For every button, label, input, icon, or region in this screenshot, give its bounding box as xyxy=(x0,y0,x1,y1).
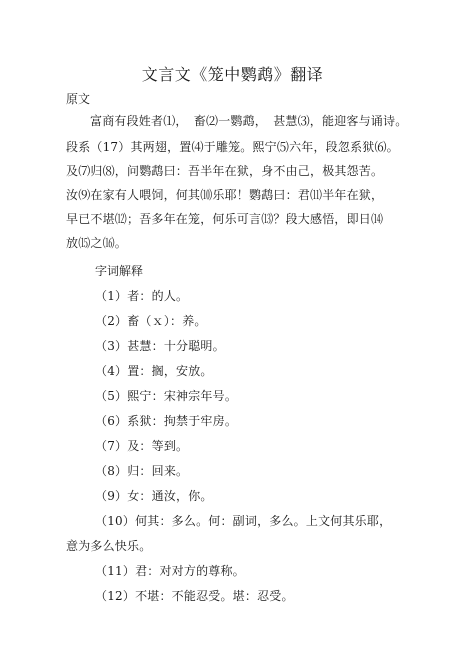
document-title: 文言文《笼中鹦鹉》翻译 xyxy=(141,65,324,84)
note-item: （8）归：回来。 xyxy=(95,464,189,478)
original-text-line: 及⑺归⑻，问鹦鹉曰：吾半年在狱，身不由己，极其怨苦。 xyxy=(66,164,384,178)
original-text-line: 富商有段姓者⑴， 畜⑵一鹦鹉， 甚慧⑶，能迎客与诵诗。 xyxy=(90,114,408,128)
note-item: （10）何其：多么。何：副词，多么。上文何其乐耶， xyxy=(95,514,392,528)
note-item: （9）女：通汝，你。 xyxy=(95,489,213,503)
note-item-continuation: 意为多么快乐。 xyxy=(66,539,152,553)
original-text-line: 早已不堪⑿；吾多年在笼，何乐可言⒀？段大感悟，即日⒁ xyxy=(66,212,384,226)
note-item: （2）畜（ｘ）：养。 xyxy=(95,314,207,328)
original-text-line: 汝⑼在家有人喂饲，何其⑽乐耶！鹦鹉曰：君⑾半年在狱， xyxy=(66,188,384,202)
note-item: （6）系狱：拘禁于牢房。 xyxy=(95,414,238,428)
note-item: （7）及：等到。 xyxy=(95,439,189,453)
note-item: （1）者：的人。 xyxy=(95,289,189,303)
note-item: （3）甚慧：十分聪明。 xyxy=(95,339,225,353)
word-notes-heading: 字词解释 xyxy=(95,264,144,278)
note-item: （11）君：对对方的尊称。 xyxy=(95,564,245,578)
note-item: （12）不堪：不能忍受。堪：忍受。 xyxy=(95,589,294,603)
original-text-heading: 原文 xyxy=(66,92,91,106)
note-item: （5）熙宁：宋神宗年号。 xyxy=(95,389,238,403)
original-text-line: 放⒂之⒃。 xyxy=(66,236,128,250)
note-item: （4）置：搁，安放。 xyxy=(95,364,213,378)
original-text-line: 段系（17）其两翅，置⑷于雕笼。熙宁⑸六年，段忽系狱⑹。 xyxy=(66,140,399,154)
